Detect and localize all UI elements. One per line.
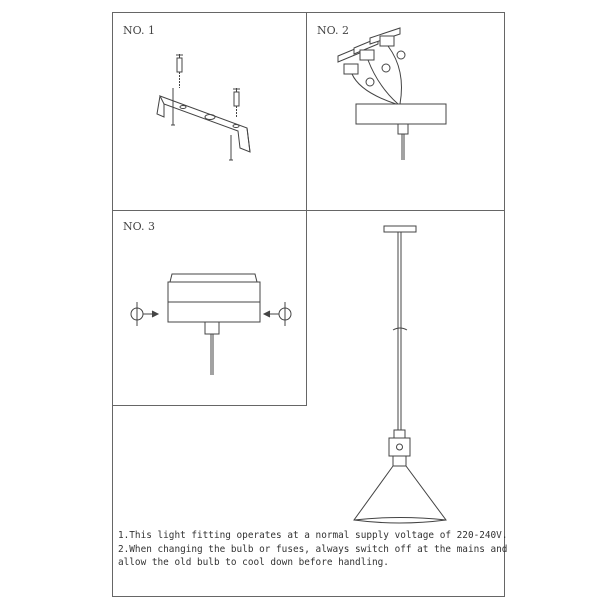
step-1-label: NO. 1 xyxy=(123,24,155,37)
step-3-label: NO. 3 xyxy=(123,220,155,233)
safety-notes xyxy=(118,529,508,570)
pendant-lamp-diagram xyxy=(354,226,446,523)
canopy-fastening-diagram xyxy=(131,274,291,375)
step-2-label: NO. 2 xyxy=(317,24,349,37)
wiring-diagram xyxy=(338,28,446,160)
note-line-1: 1.This light fitting operates at a normal supply voltage of 220-240V. xyxy=(118,530,508,541)
note-line-2: 2.When changing the bulb or fuses, always switch off at the mains and xyxy=(118,543,508,555)
mounting-bracket-diagram xyxy=(157,54,250,160)
note-line-3: allow the old bulb to cool down before handling. xyxy=(118,557,389,568)
